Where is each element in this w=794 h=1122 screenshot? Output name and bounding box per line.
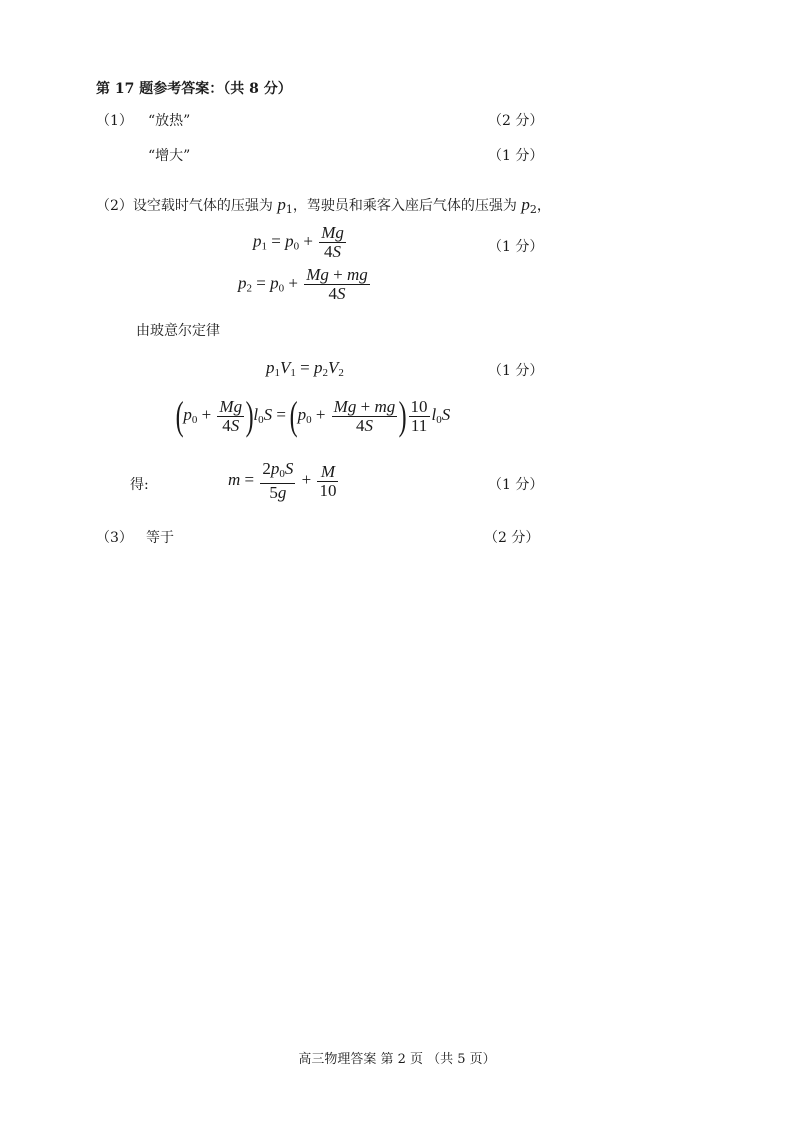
boyle-law-text: 由玻意尔定律: [136, 323, 220, 339]
q2-intro-text-c: ，: [536, 198, 551, 214]
page-title: 第 17 题参考答案：（共 8 分）: [96, 81, 292, 97]
equation-substitution: ($p_0$ + $\frac{Mg}{4S}$ )$l_0S = (p_0$ + $\frac{Mg + mg}{4S}$ ) $\frac{10}{11}$ $l_0S$: [175, 393, 451, 438]
q1-answer-2: “增大”: [148, 148, 191, 164]
q2-intro-p2-sub: 2: [529, 203, 537, 216]
q2-intro-p1: p: [277, 195, 286, 214]
q2-intro-text-a: 设空载时气体的压强为: [132, 198, 278, 214]
q2-intro-p1-sub: 1: [285, 203, 293, 216]
equation-result: m = $\frac{2p_0S}{5g}$ + $\frac{M}{10}$: [228, 459, 337, 502]
page-footer: 高三物理答案 第 2 页 （共 5 页）: [298, 1052, 496, 1067]
q2-intro: [96, 195, 551, 216]
equation-boyle-score: （1 分）: [488, 363, 544, 379]
q1-score-2: （1 分）: [488, 148, 544, 164]
q3-label: （3）: [96, 530, 133, 546]
equation-p2: $p_2 = p_0$ + $\frac{Mg + mg}{4S}$: [238, 265, 368, 303]
q1-answer-1: “放热”: [148, 113, 191, 129]
q2-intro-text-b: ，驾驶员和乘客入座后气体的压强为: [292, 198, 522, 214]
q3-answer: 等于: [146, 530, 174, 546]
q2-label: （2）: [96, 198, 133, 214]
equation-p1: $p_1 = p_0$ + $\frac{Mg}{4S}$: [253, 223, 344, 261]
q1-label: （1）: [96, 113, 133, 129]
equation-p1-score: （1 分）: [488, 239, 544, 255]
q1-score-1: （2 分）: [488, 113, 544, 129]
equation-result-score: （1 分）: [488, 477, 544, 493]
equation-boyle: $p_1V_1 = p_2V_2$: [266, 358, 344, 379]
result-label: 得:: [130, 477, 149, 493]
q2-intro-p2: p: [521, 195, 530, 214]
q3-score: （2 分）: [484, 530, 540, 546]
